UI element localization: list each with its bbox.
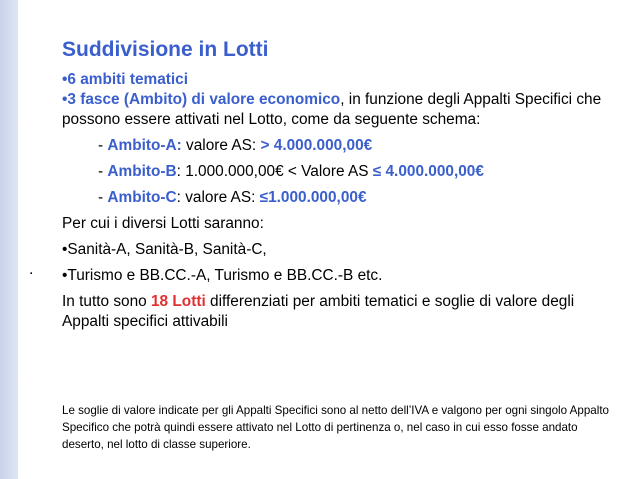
ambito-c-text: : valore AS: [176,189,260,206]
slide-title: Suddivisione in Lotti [62,38,269,61]
bullet-sanita: •Sanità-A, Sanità-B, Sanità-C, [62,241,267,258]
ambito-a-text: valore AS: [181,137,261,154]
bullet-fasce-rest: , in funzione degli Appalti Specifici che possono essere attivati nel Lotto, come da seguente schema: [62,91,602,128]
footnote: Le soglie di valore indicate per gli Appalti Specifici sono al netto dell’IVA e valgono per ogni singolo Appalto Specifico che potrà quindi essere attivato nel Lotto di pertinenza o, nel caso in cui esso fosse andato deserto, nel lotto di classe superiore. [62,404,609,451]
ambito-c-label: Ambito-C [107,189,177,206]
in-tutto-line [62,292,612,332]
ambito-c-line [62,188,612,208]
ambito-b-prefix: - [98,163,108,180]
ambito-a-prefix: - [98,137,108,154]
in-tutto-post: differenziati per ambiti tematici e soglie di valore degli Appalti specifici attivabili [62,293,575,330]
bullet-ambiti-tematici: •6 ambiti tematici [62,71,188,88]
ambito-a-value: > 4.000.000,00€ [260,137,373,154]
ambito-b-text: : 1.000.000,00€ < Valore AS [176,163,373,180]
ambito-b-label: Ambito-B [107,163,177,180]
bullet-fasce [62,90,612,130]
side-mark: . [29,261,34,278]
in-tutto-pre: In tutto sono [62,293,151,310]
side-accent-bar [0,0,18,479]
per-cui-line: Per cui i diversi Lotti saranno: [62,215,264,232]
bullet-turismo: •Turismo e BB.CC.-A, Turismo e BB.CC.-B etc. [62,267,383,284]
ambito-a-line [62,136,612,156]
ambito-a-label: Ambito-A: [107,137,182,154]
bullet-fasce-bold: •3 fasce (Ambito) di valore economico [62,91,341,108]
slide-body [62,70,612,332]
ambito-c-value: ≤1.000.000,00€ [259,189,367,206]
ambito-b-line [62,162,612,182]
lotti-count-highlight: 18 Lotti [151,293,206,310]
ambito-c-prefix: - [98,189,108,206]
ambito-b-value: ≤ 4.000.000,00€ [372,163,484,180]
